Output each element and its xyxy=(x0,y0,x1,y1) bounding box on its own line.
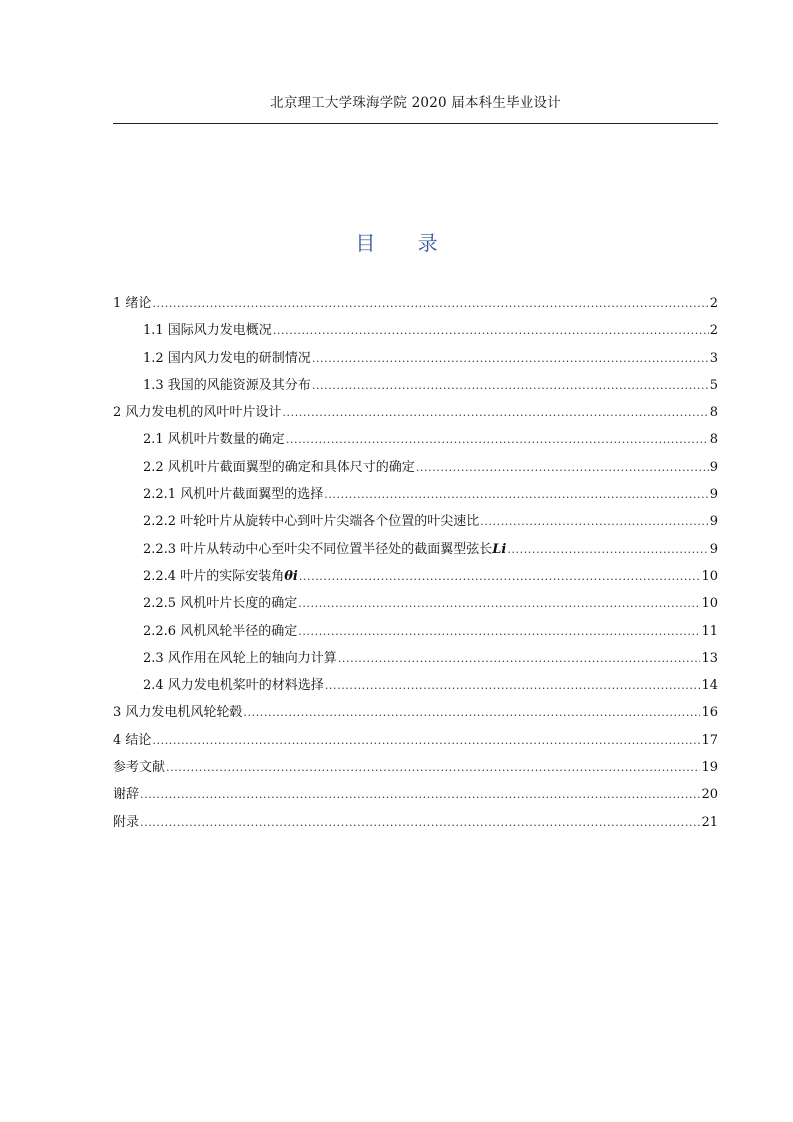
toc-entry[interactable] xyxy=(113,676,718,703)
header-title: 北京理工大学珠海学院 2020 届本科生毕业设计 xyxy=(270,95,561,111)
toc-entry-label xyxy=(143,567,298,587)
toc-entry[interactable] xyxy=(113,594,718,621)
dot-leader xyxy=(152,294,708,314)
toc-entry[interactable] xyxy=(113,703,718,730)
toc-entry-label: 附录 xyxy=(113,814,140,830)
dot-leader xyxy=(273,321,709,341)
toc-entry-page: 21 xyxy=(701,814,718,830)
toc-entry[interactable] xyxy=(113,758,718,785)
toc-entry-page: 9 xyxy=(709,514,718,530)
dot-leader xyxy=(282,403,708,423)
dot-leader xyxy=(312,376,709,396)
toc-entry-page: 2 xyxy=(709,296,718,311)
toc-entry[interactable] xyxy=(113,649,718,676)
toc-entry-page: 17 xyxy=(701,732,718,748)
dot-leader xyxy=(299,567,701,587)
toc-entry[interactable] xyxy=(113,430,718,457)
dot-leader xyxy=(507,540,708,560)
toc-entry-label: 2.4 风力发电机桨叶的材料选择 xyxy=(143,678,324,694)
toc-entry-label: 2.3 风作用在风轮上的轴向力计算 xyxy=(143,650,337,666)
toc-entry[interactable] xyxy=(113,294,718,321)
toc-entry-label: 3 风力发电机风轮轮毂 xyxy=(113,705,243,721)
dot-leader xyxy=(243,703,700,723)
dot-leader xyxy=(416,458,709,478)
toc-entry-page: 11 xyxy=(701,623,718,639)
toc-entry-page: 19 xyxy=(701,760,718,776)
toc-entry[interactable] xyxy=(113,622,718,649)
toc-entry[interactable] xyxy=(113,485,718,512)
toc-entry-label: 2.1 风机叶片数量的确定 xyxy=(143,432,285,448)
toc-entry-label-text: 2.2.3 叶片从转动中心至叶尖不同位置半径处的截面翼型弦长 xyxy=(143,541,493,557)
toc-entry-label: 1.1 国际风力发电概况 xyxy=(143,323,272,339)
toc-entry-label: 1 绪论 xyxy=(113,296,152,311)
toc-entry[interactable] xyxy=(113,403,718,430)
toc-entry-label-text: 2.2.4 叶片的实际安装角 xyxy=(143,568,285,584)
toc-entry-label: 2.2.5 风机叶片长度的确定 xyxy=(143,596,298,612)
toc-entry-label: 4 结论 xyxy=(113,732,152,748)
dot-leader xyxy=(325,676,701,696)
toc-entry-page: 10 xyxy=(701,596,718,612)
toc-entry[interactable] xyxy=(113,458,718,485)
toc-entry[interactable] xyxy=(113,512,718,539)
toc-entry-label: 参考文献 xyxy=(113,760,166,776)
dot-leader xyxy=(298,622,700,642)
dot-leader xyxy=(140,785,700,805)
dot-leader xyxy=(338,649,701,669)
toc-entry-page: 3 xyxy=(709,350,718,366)
toc-entry[interactable] xyxy=(113,731,718,758)
dot-leader xyxy=(324,485,709,505)
toc-entry[interactable] xyxy=(113,540,718,567)
dot-leader xyxy=(480,512,709,532)
toc-entry-label xyxy=(143,540,506,560)
toc-entry-label: 谢辞 xyxy=(113,787,140,803)
dot-leader xyxy=(312,349,709,369)
math-variable: Li xyxy=(492,541,507,557)
toc-entry-page: 10 xyxy=(701,568,718,584)
dot-leader xyxy=(286,430,709,450)
table-of-contents xyxy=(113,294,718,840)
toc-entry[interactable] xyxy=(113,376,718,403)
toc-entry-label: 2.2 风机叶片截面翼型的确定和具体尺寸的确定 xyxy=(143,459,415,475)
toc-entry[interactable] xyxy=(113,349,718,376)
toc-entry-page: 9 xyxy=(709,541,718,557)
toc-title: 目 录 xyxy=(355,231,456,255)
dot-leader xyxy=(140,813,700,833)
toc-entry-page: 13 xyxy=(701,650,718,666)
toc-entry-label: 2.2.2 叶轮叶片从旋转中心到叶片尖端各个位置的叶尖速比 xyxy=(143,514,480,530)
toc-entry-page: 5 xyxy=(709,377,718,393)
toc-entry-page: 14 xyxy=(701,678,718,694)
dot-leader xyxy=(166,758,700,778)
toc-entry[interactable] xyxy=(113,785,718,812)
toc-entry-label: 1.2 国内风力发电的研制情况 xyxy=(143,350,311,366)
math-variable: θi xyxy=(284,568,298,584)
toc-entry-page: 9 xyxy=(709,459,718,475)
toc-entry[interactable] xyxy=(113,567,718,594)
toc-entry-label: 2.2.1 风机叶片截面翼型的选择 xyxy=(143,487,324,503)
toc-entry-page: 9 xyxy=(709,487,718,503)
dot-leader xyxy=(298,594,700,614)
toc-entry-page: 16 xyxy=(701,705,718,721)
toc-entry[interactable] xyxy=(113,813,718,840)
toc-entry-page: 2 xyxy=(709,323,718,339)
dot-leader xyxy=(152,731,700,751)
toc-entry-label: 2 风力发电机的风叶叶片设计 xyxy=(113,405,282,421)
page-header xyxy=(113,94,718,124)
toc-entry[interactable] xyxy=(113,321,718,348)
toc-entry-page: 8 xyxy=(709,432,718,448)
toc-entry-label: 1.3 我国的风能资源及其分布 xyxy=(143,377,311,393)
toc-entry-label: 2.2.6 风机风轮半径的确定 xyxy=(143,623,298,639)
toc-entry-page: 8 xyxy=(709,405,718,421)
toc-entry-page: 20 xyxy=(701,787,718,803)
